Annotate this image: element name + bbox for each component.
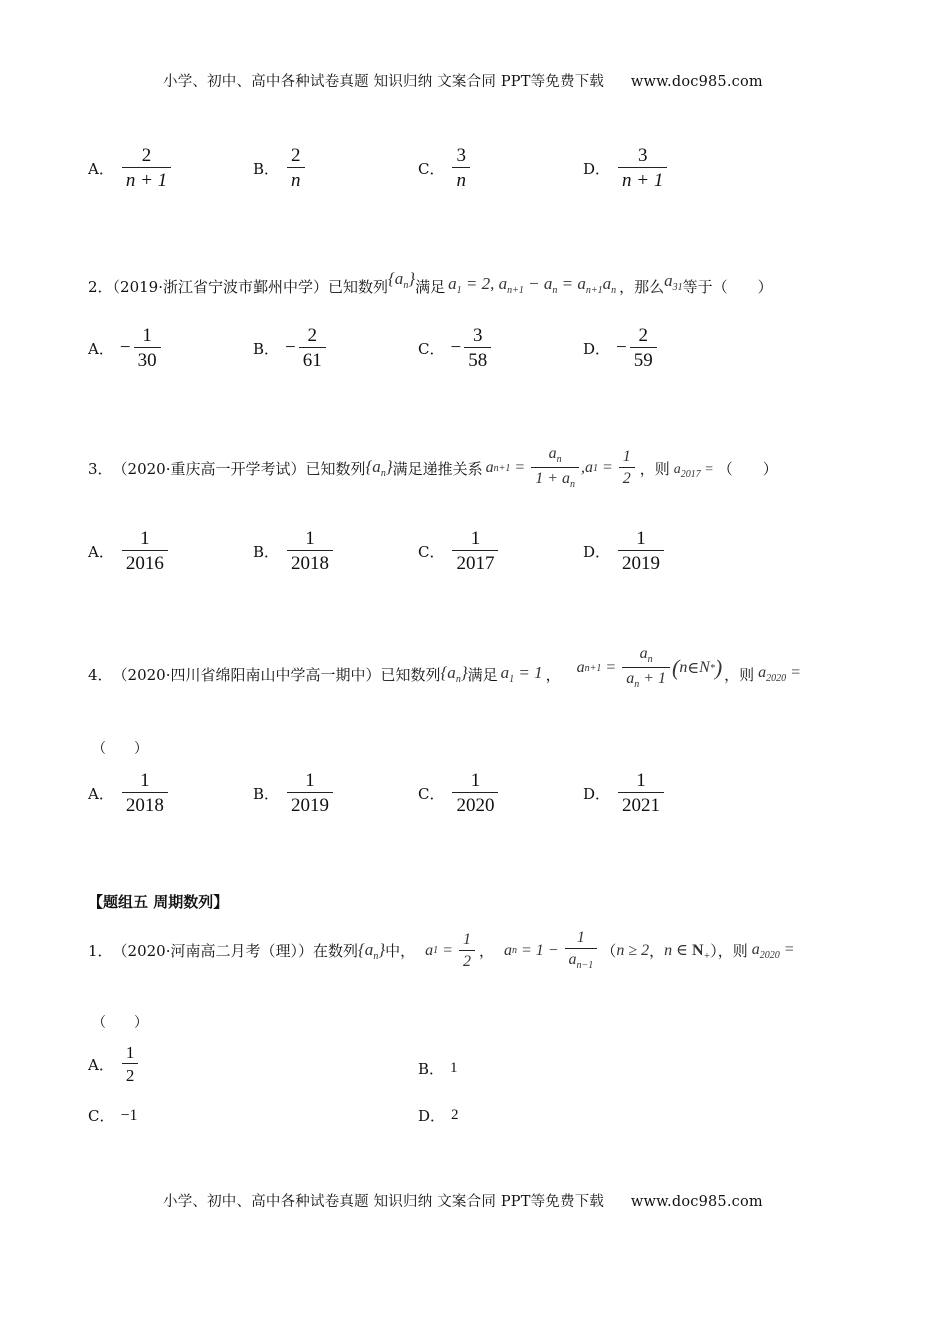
frac-num: 2 <box>291 145 301 166</box>
q2-option-a[interactable]: A． − $\frac{1}{30}$ <box>88 326 163 370</box>
math-n-in-N: n ∈ $N_+$ <box>664 941 711 962</box>
question-text: （ ） <box>717 459 778 478</box>
option-label: C． <box>418 159 445 178</box>
header-text: 小学、初中、高中各种试卷真题 知识归纳 文案合同 PPT等免费下载 <box>163 74 605 90</box>
option-label: D． <box>583 159 611 178</box>
question-text: ，那么 <box>619 278 665 296</box>
question-3 <box>88 446 778 490</box>
question-4 <box>88 645 801 696</box>
p1-option-b[interactable] <box>418 1058 458 1079</box>
question-text: ， <box>478 942 494 960</box>
math-a31: $a_{31}$ <box>664 271 683 293</box>
option-label: D． <box>418 1107 446 1125</box>
option-label: A． <box>88 159 114 178</box>
question-text: ，则 <box>639 459 670 478</box>
frac-den: n + 1 <box>122 167 171 190</box>
frac-den: n <box>287 167 305 190</box>
q3-option-d[interactable] <box>583 529 666 573</box>
question-number: 1． <box>88 942 113 960</box>
footer-text: 小学、初中、高中各种试卷真题 知识归纳 文案合同 PPT等免费下载 <box>163 1194 605 1210</box>
q0-option-b[interactable] <box>253 146 307 190</box>
option-label: A． <box>88 542 114 561</box>
question-text: 满足递推关系 <box>392 459 483 478</box>
q2-option-d[interactable]: D． − $\frac{2}{59}$ <box>583 326 659 370</box>
option-label: B． <box>418 1060 445 1078</box>
option-label: B． <box>253 542 280 561</box>
frac-den: 2017 <box>452 550 498 573</box>
math-a1: a 1 = $\frac{1}{2}$ <box>425 932 477 970</box>
option-label: C． <box>418 784 445 803</box>
page-header <box>163 70 763 91</box>
math-recurrence: a n+1 = $\frac{a_n}{1 + a_n}$ , a 1 = $\frac{1}{2}$ <box>486 446 637 490</box>
q0-option-c[interactable] <box>418 146 472 190</box>
frac-num: 1 <box>636 770 646 791</box>
frac-den: 30 <box>134 347 161 370</box>
question-5-1 <box>88 930 795 971</box>
frac-num: 1 <box>142 325 152 346</box>
frac-num: 1 <box>140 528 150 549</box>
frac-num: 2 <box>141 145 152 166</box>
p1-answer-paren: （ ） <box>92 1015 148 1031</box>
option-label: C． <box>418 542 445 561</box>
math-a2020: $a_{2020}$ = <box>758 664 801 684</box>
question-text: 等于（ ） <box>682 278 773 296</box>
page-footer <box>163 1190 763 1211</box>
q4-option-c[interactable] <box>418 771 500 815</box>
frac-num: 3 <box>456 145 466 166</box>
option-label: C． <box>88 1107 115 1125</box>
math-a2020: $a_{2020}$ = <box>751 940 795 961</box>
option-label: A． <box>88 784 114 803</box>
frac-den: 58 <box>464 347 491 370</box>
option-value: −1 <box>120 1106 138 1124</box>
frac-num: 1 <box>470 528 481 549</box>
p1-option-a[interactable] <box>88 1044 140 1084</box>
q2-option-c[interactable]: C． − $\frac{3}{58}$ <box>418 326 493 370</box>
question-text: ），则 <box>710 942 748 960</box>
frac-num: 1 <box>125 1043 135 1062</box>
frac-num: 1 <box>305 528 315 549</box>
question-2 <box>88 269 773 299</box>
frac-den: 2020 <box>452 792 498 815</box>
frac-den: n + 1 <box>618 167 667 190</box>
header-url: www.doc985.com <box>630 74 763 90</box>
q0-option-a[interactable] <box>88 146 173 190</box>
frac-num: 2 <box>638 325 648 346</box>
q4-option-b[interactable] <box>253 771 335 815</box>
option-label: D． <box>583 339 611 358</box>
frac-num: 3 <box>637 145 648 166</box>
option-value: 2 <box>451 1107 459 1123</box>
frac-den: 2021 <box>618 792 664 815</box>
q4-answer-paren: （ ） <box>92 741 148 757</box>
q2-option-b[interactable]: B． − $\frac{2}{61}$ <box>253 326 328 370</box>
math-recurrence: a n+1 = $\frac{a_n}{a_n + 1}$ ( n ∈ N * ) <box>576 645 723 690</box>
math-n-ge-2: n ≥ 2 <box>616 941 650 959</box>
math-seq-an: $\{a_n\}$ <box>358 939 386 962</box>
frac-num: 3 <box>472 325 483 346</box>
math-recurrence: a n = 1 − $\frac{1}{a_{n-1}}$ <box>504 930 599 971</box>
p1-option-c[interactable] <box>88 1105 138 1126</box>
option-label: D． <box>583 542 611 561</box>
question-number: 3． <box>88 459 113 478</box>
option-label: A． <box>88 1055 114 1074</box>
question-text: 满足 <box>467 665 498 684</box>
frac-den: 2019 <box>618 550 664 573</box>
frac-den: 59 <box>630 347 657 370</box>
question-source: （2019·浙江省宁波市鄞州中学）已知数列 <box>112 278 388 296</box>
question-text: 中， <box>385 942 416 960</box>
frac-num: 1 <box>305 770 315 791</box>
math-seq-an: $\{a_n\}$ <box>365 457 393 479</box>
math-a1: $a_1 = 1$ <box>500 663 543 685</box>
q3-option-a[interactable] <box>88 529 170 573</box>
frac-num: 2 <box>307 325 317 346</box>
math-seq-an: $\{a_n\}$ <box>440 663 468 685</box>
q0-option-d[interactable] <box>583 146 669 190</box>
frac-den: 2018 <box>287 550 333 573</box>
question-number: 2． <box>88 278 113 296</box>
option-label: B． <box>253 159 280 178</box>
p1-option-d[interactable] <box>418 1105 459 1126</box>
frac-num: 1 <box>636 528 646 549</box>
option-label: B． <box>253 339 280 358</box>
math-a2017: $a_{2017}$ = <box>673 462 714 480</box>
option-value: 1 <box>450 1060 458 1076</box>
frac-den: 61 <box>299 347 326 370</box>
q4-option-d[interactable] <box>583 771 666 815</box>
option-label: D． <box>583 784 611 803</box>
option-label: A． <box>88 339 114 358</box>
question-text: （ <box>601 942 617 960</box>
frac-num: 1 <box>140 770 150 791</box>
question-source: （2020·重庆高一开学考试）已知数列 <box>112 459 366 478</box>
frac-den: 2018 <box>122 792 168 815</box>
section-heading: 【题组五 周期数列】 <box>88 893 229 911</box>
q3-option-b[interactable] <box>253 529 335 573</box>
q4-option-a[interactable] <box>88 771 170 815</box>
footer-url: www.doc985.com <box>630 1194 763 1210</box>
q3-option-c[interactable] <box>418 529 500 573</box>
math-recurrence: $a_1 = 2$, $a_{n+1} - a_n = a_{n+1}a_n$ <box>448 274 617 296</box>
question-text: ， <box>649 942 665 960</box>
question-number: 4． <box>88 665 113 684</box>
frac-den: n <box>452 167 470 190</box>
math-seq-an: $\{a_n\}$ <box>388 269 416 291</box>
question-text: 满足 <box>415 278 446 296</box>
question-text: ，则 <box>724 665 755 684</box>
question-text: ， <box>545 665 561 684</box>
frac-den: 2016 <box>122 550 168 573</box>
option-label: C． <box>418 339 445 358</box>
question-source: （2020·四川省绵阳南山中学高一期中）已知数列 <box>112 665 441 684</box>
frac-den: 2 <box>122 1063 139 1084</box>
option-label: B． <box>253 784 280 803</box>
frac-num: 1 <box>470 770 481 791</box>
frac-den: 2019 <box>287 792 333 815</box>
question-source: （2020·河南高二月考（理））在数列 <box>112 942 358 960</box>
